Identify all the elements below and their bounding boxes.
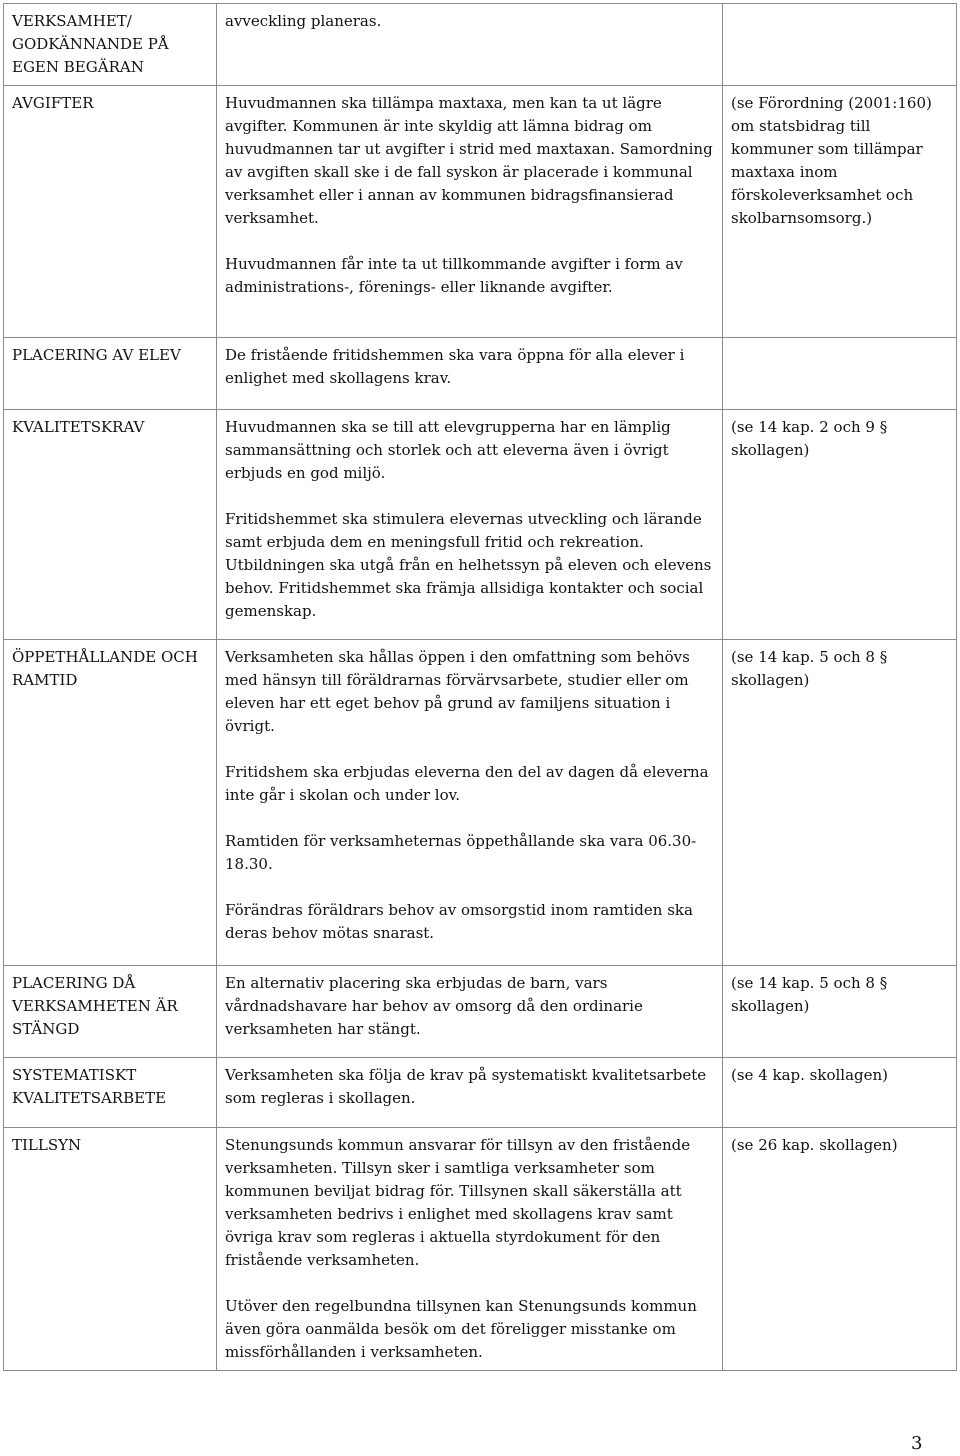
paragraph: Fritidshem ska erbjudas eleverna den del av dagen då eleverna inte går i skolan och under lov. <box>225 763 709 804</box>
row-label: PLACERING DÅ VERKSAMHETEN ÄR STÄNGD <box>4 966 217 1058</box>
paragraph: Stenungsunds kommun ansvarar för tillsyn av den fristående verksamheten. Tillsyn sker i samtliga verksamheter som kommunen beviljat bidrag för. Tillsynen skall säkerställa att verksamheten bedrivs i enlighet med skollagens krav samt övriga krav som regleras i aktuella styrdokument för den fristående verksamheten. <box>225 1136 691 1269</box>
row-reference <box>723 4 957 86</box>
row-placering-av-elev <box>4 338 957 410</box>
row-oppethallande <box>4 640 957 966</box>
row-avgifter <box>4 86 957 338</box>
row-placering-stangd <box>4 966 957 1058</box>
paragraph: Verksamheten ska följa de krav på systematiskt kvalitetsarbete som regleras i skollagen. <box>225 1066 707 1107</box>
page-number: 3 <box>911 1433 923 1454</box>
row-reference: (se Förordning (2001:160) om statsbidrag till kommuner som tillämpar maxtaxa inom förskoleverksamhet och skolbarnsomsorg.) <box>723 86 957 338</box>
paragraph: Ramtiden för verksamheternas öppethållande ska vara 06.30-18.30. <box>225 832 697 873</box>
row-content <box>217 1128 723 1371</box>
row-label: VERKSAMHET/ GODKÄNNANDE PÅ EGEN BEGÄRAN <box>4 4 217 86</box>
row-reference: (se 14 kap. 5 och 8 § skollagen) <box>723 966 957 1058</box>
row-label: ÖPPETHÅLLANDE OCH RAMTID <box>4 640 217 966</box>
row-content <box>217 640 723 966</box>
paragraph: Verksamheten ska hållas öppen i den omfattning som behövs med hänsyn till föräldrarnas förvärvsarbete, studier eller om eleven har ett eget behov på grund av familjens situation i övrigt. <box>225 648 690 735</box>
paragraph: Förändras föräldrars behov av omsorgstid inom ramtiden ska deras behov mötas snarast. <box>225 901 693 942</box>
paragraph: De fristående fritidshemmen ska vara öppna för alla elever i enlighet med skollagens krav. <box>225 346 685 387</box>
row-reference: (se 26 kap. skollagen) <box>723 1128 957 1371</box>
document-table <box>3 3 957 1371</box>
row-reference: (se 14 kap. 5 och 8 § skollagen) <box>723 640 957 966</box>
row-kvalitetskrav <box>4 410 957 640</box>
row-verksamhet <box>4 4 957 86</box>
row-content <box>217 410 723 640</box>
row-content <box>217 966 723 1058</box>
row-label: SYSTEMATISKT KVALITETSARBETE <box>4 1058 217 1128</box>
row-content <box>217 86 723 338</box>
row-label: KVALITETSKRAV <box>4 410 217 640</box>
paragraph: En alternativ placering ska erbjudas de barn, vars vårdnadshavare har behov av omsorg då den ordinarie verksamheten har stängt. <box>225 974 643 1038</box>
row-reference <box>723 338 957 410</box>
paragraph: avveckling planeras. <box>225 12 382 30</box>
row-reference: (se 14 kap. 2 och 9 § skollagen) <box>723 410 957 640</box>
row-label: TILLSYN <box>4 1128 217 1371</box>
row-content <box>217 1058 723 1128</box>
paragraph: Utöver den regelbundna tillsynen kan Stenungsunds kommun även göra oanmälda besök om det föreligger misstanke om missförhållanden i verksamheten. <box>225 1297 697 1361</box>
row-label: PLACERING AV ELEV <box>4 338 217 410</box>
row-content <box>217 4 723 86</box>
row-label: AVGIFTER <box>4 86 217 338</box>
row-tillsyn <box>4 1128 957 1371</box>
row-content <box>217 338 723 410</box>
row-systematiskt-kvalitetsarbete <box>4 1058 957 1128</box>
paragraph: Huvudmannen ska tillämpa maxtaxa, men kan ta ut lägre avgifter. Kommunen är inte skyldig att lämna bidrag om huvudmannen tar ut avgifter i strid med maxtaxan. Samordning av avgiften skall ske i de fall syskon är placerade i kommunal verksamhet eller i annan av kommunen bidragsfinansierad verksamhet. <box>225 94 713 227</box>
paragraph: Fritidshemmet ska stimulera elevernas utveckling och lärande samt erbjuda dem en meningsfull fritid och rekreation. Utbildningen ska utgå från en helhetssyn på eleven och elevens behov. Fritidshemmet ska främja allsidiga kontakter och social gemenskap. <box>225 510 712 620</box>
paragraph: Huvudmannen ska se till att elevgrupperna har en lämplig sammansättning och storlek och att eleverna även i övrigt erbjuds en god miljö. <box>225 418 671 482</box>
paragraph: Huvudmannen får inte ta ut tillkommande avgifter i form av administrations-, förenings- eller liknande avgifter. <box>225 255 683 296</box>
row-reference: (se 4 kap. skollagen) <box>723 1058 957 1128</box>
